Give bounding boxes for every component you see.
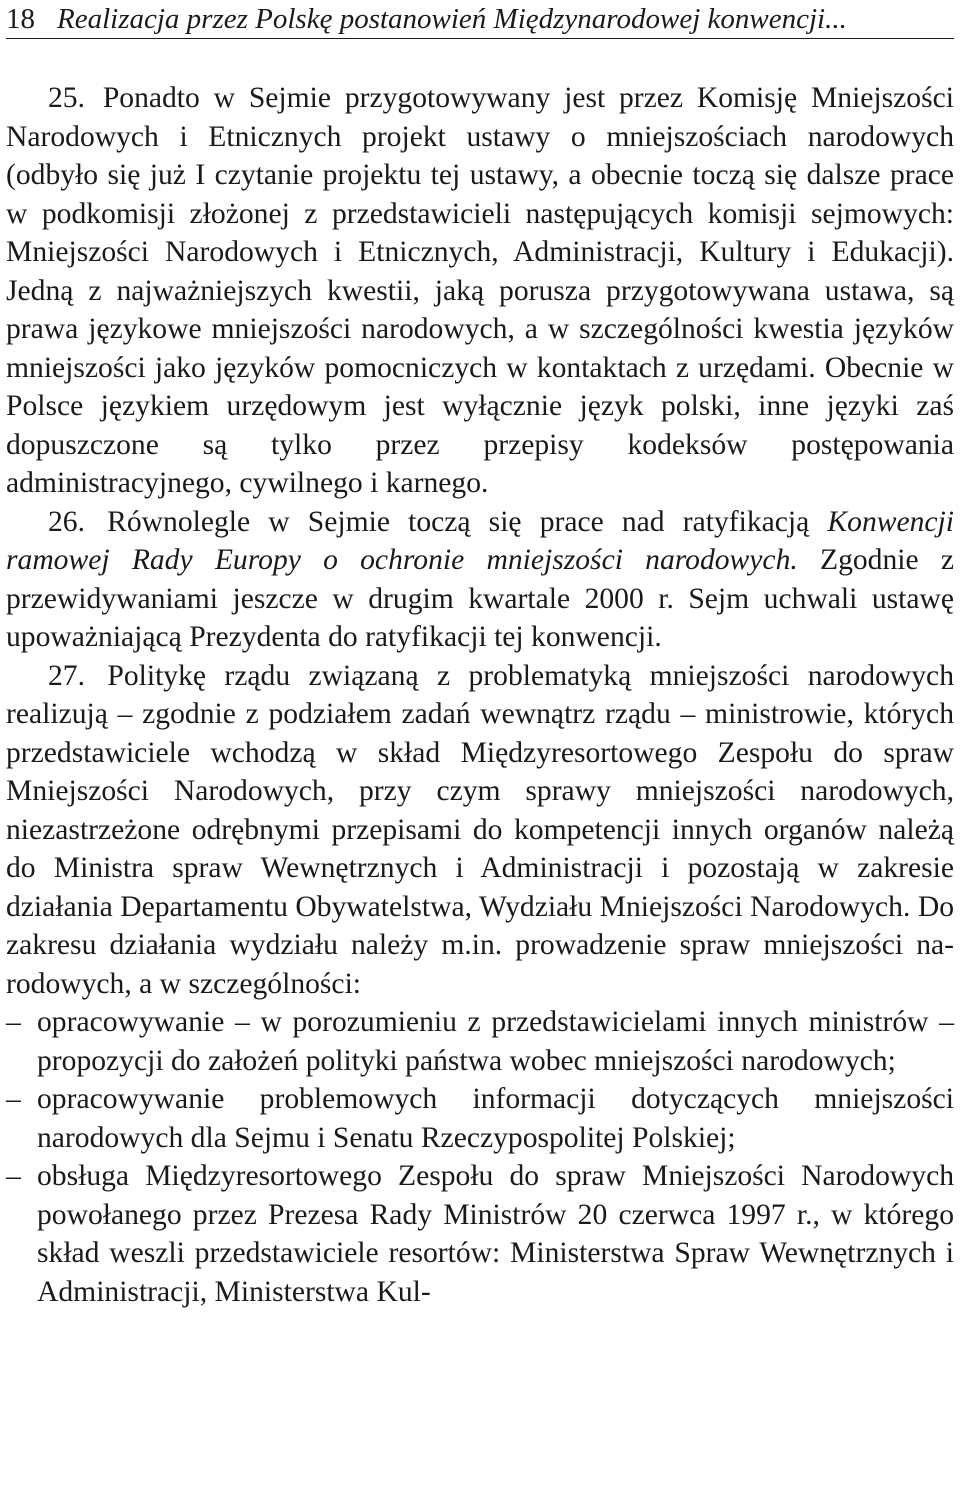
paragraph-text-continued: Zgodnie z przewidywaniami jeszcze w drugim kwartale 2000 r. Sejm uchwali ustawę upoważniającą Prezydenta do ratyfikacji tej konwencji. bbox=[6, 544, 954, 653]
dash-bullet: – bbox=[6, 1160, 21, 1192]
running-title: Realizacja przez Polskę postanowień Międzynarodowej konwencji... bbox=[57, 3, 847, 35]
list-item bbox=[6, 1080, 954, 1157]
dash-bullet: – bbox=[6, 1006, 21, 1038]
paragraph-26 bbox=[6, 503, 954, 657]
paragraph-25 bbox=[6, 79, 954, 503]
dash-bullet: – bbox=[6, 1083, 21, 1115]
paragraph-number: 25. bbox=[48, 82, 85, 114]
paragraph-text: Ponadto w Sejmie przygotowywany jest przez Komisję Mniejszości Narodowych i Etnicznych projekt ustawy o mniejszościach narodowych (odbyło się już I czytanie projektu tej ustawy, a obecnie toczą się dalsze prace w podkomisji złożonej z przedstawicieli następujących komisji sejmowych: Mniejszości Narodowych i Etnicznych, Administracji, Kultury i Edukacji). Jedną z najważniejszych kwestii, jaką porusza przygotowywana ustawa, są prawa językowe mniejszości narodowych, a w szczególności kwestia języków mniejszości jako języków pomocniczych w kontaktach z urzędami. Obecnie w Polsce językiem urzędowym jest wyłącznie język polski, inne języki zaś dopuszczone są tylko przez przepisy kodeksów postępowania administracyjnego, cywilnego i karnego. bbox=[6, 82, 954, 499]
running-header bbox=[6, 0, 954, 39]
list-item-text: obsługa Międzyresortowego Zespołu do spraw Mniejszości Narodowych powołanego przez Prezesa Rady Ministrów 20 czerwca 1997 r., w którego skład weszli przedstawiciele resortów: Ministerstwa Spraw Wewnętrznych i Administracji, Ministerstwa Kul- bbox=[37, 1160, 954, 1308]
list-item-text: opracowywanie – w porozumieniu z przedstawicielami innych ministrów – propozycji do założeń polityki państwa wobec mniejszości narodowych; bbox=[37, 1006, 954, 1077]
list-item bbox=[6, 1157, 954, 1311]
page-number: 18 bbox=[6, 3, 35, 35]
list-item-text: opracowywanie problemowych informacji dotyczących mniejszości narodowych dla Sejmu i Senatu Rzeczypospolitej Polskiej; bbox=[37, 1083, 954, 1154]
paragraph-number: 26. bbox=[48, 505, 85, 538]
paragraph-27 bbox=[6, 657, 954, 1004]
document-page bbox=[6, 0, 954, 1311]
convention-title: Konwencji ramowej Rady Europy o ochronie mniejszości narodowych. bbox=[6, 505, 954, 576]
paragraph-number: 27. bbox=[48, 659, 85, 692]
body-text bbox=[6, 79, 954, 1311]
paragraph-text: Równolegle w Sejmie toczą się prace nad ratyfikacją bbox=[107, 505, 810, 538]
list-item bbox=[6, 1003, 954, 1080]
duties-list bbox=[6, 1003, 954, 1311]
paragraph-text: Politykę rządu związaną z problematyką mniejszości narodowych realizują – zgodnie z podziałem zadań wewnątrz rządu – ministrowie, których przedstawiciele wchodzą w skład Międzyresortowego Zespołu do spraw Mniejszości Narodowych, przy czym sprawy mniejszości narodowych, niezastrzeżone odrębnymi przepisami do kompetencji innych organów należą do Ministra spraw Wewnętrznych i Administracji i pozostają w zakresie działania Departamentu Obywatelstwa, Wydziału Mniejszości Narodowych. Do zakresu działania wydziału należy m.in. prowadzenie spraw mniejszości narodowych, a w szczególności: bbox=[6, 659, 954, 1000]
